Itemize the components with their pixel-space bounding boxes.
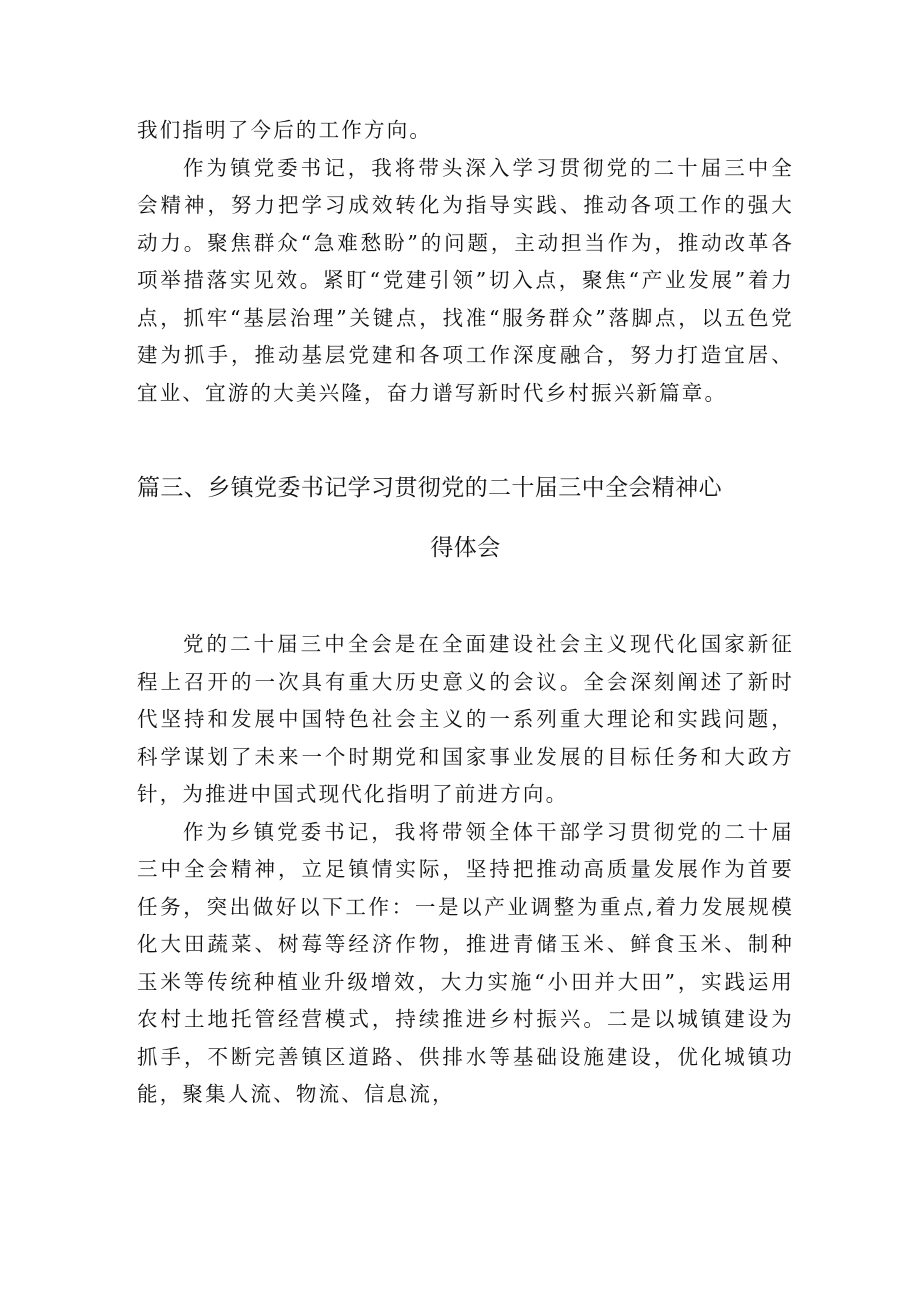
paragraph-plenum-intro: 党的二十届三中全会是在全面建设社会主义现代化国家新征程上召开的一次具有重大历史意义的会议。全会深刻阐述了新时代坚持和发展中国特色社会主义的一系列重大理论和实践问题，科学谋划了未来一个时期党和国家事业发展的目标任务和大政方针，为推进中国式现代化指明了前进方向。 bbox=[137, 632, 794, 806]
section-heading-line2: 得体会 bbox=[430, 535, 501, 561]
paragraph-town-secretary: 作为镇党委书记，我将带头深入学习贯彻党的二十届三中全会精神，努力把学习成效转化为指导实践、推动各项工作的强大动力。聚焦群众“急难愁盼”的问题，主动担当作为，推动改革各项举措落实见效。紧盯“党建引领”切入点，聚焦“产业发展”着力点，抓牢“基层治理”关键点，找准“服务群众”落脚点，以五色党建为抓手，推动基层党建和各项工作深度融合，努力打造宜居、宜业、宜游的大美兴隆，奋力谱写新时代乡村振兴新篇章。 bbox=[137, 155, 794, 405]
paragraph-township-work: 作为乡镇党委书记，我将带领全体干部学习贯彻党的二十届三中全会精神，立足镇情实际，坚持把推动高质量发展作为首要任务，突出做好以下工作：一是以产业调整为重点,着力发展规模化大田蔬菜、树莓等经济作物，推进青储玉米、鲜食玉米、制种玉米等传统种植业升级增效，大力实施“小田并大田”，实践运用农村土地托管经营模式，持续推进乡村振兴。二是以城镇建设为抓手，不断完善镇区道路、供排水等基础设施建设，优化城镇功能，聚集人流、物流、信息流， bbox=[137, 819, 794, 1106]
section-heading-line1: 篇三、乡镇党委书记学习贯彻党的二十届三中全会精神心 bbox=[137, 475, 722, 501]
paragraph-continuation: 我们指明了今后的工作方向。 bbox=[137, 118, 433, 142]
document-body bbox=[137, 112, 794, 1114]
section-heading bbox=[137, 472, 794, 564]
